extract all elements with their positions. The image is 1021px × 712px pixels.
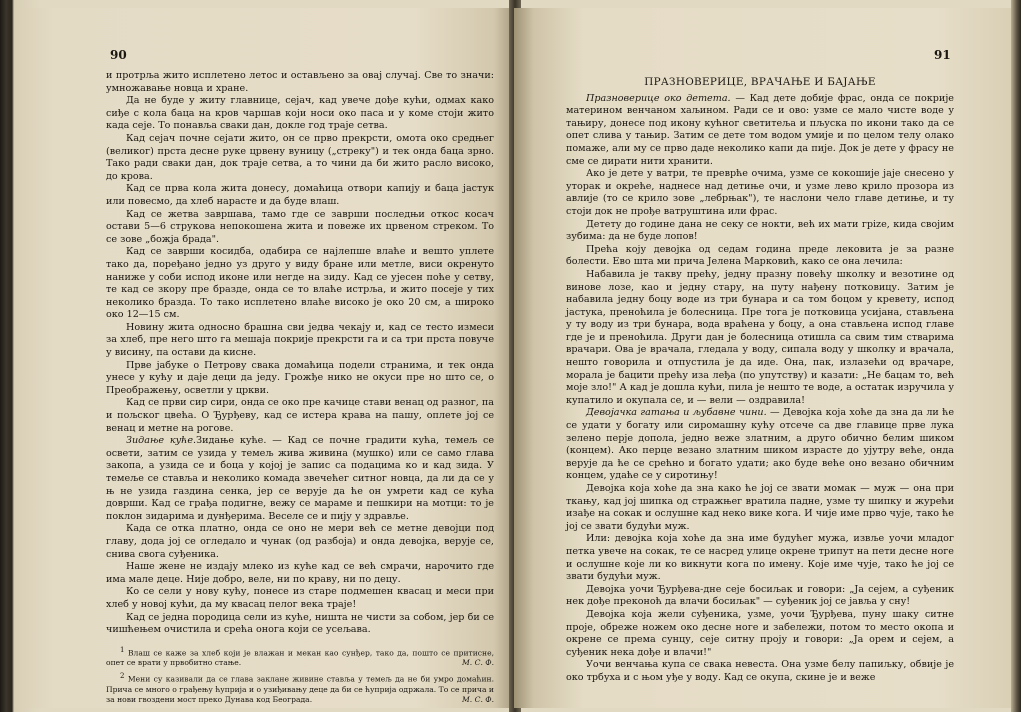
paragraph: Кад се прва кола жита донесу, домаћица отвори капију и баца јастук или повесмо, да хлеб нарасте и да буде влаш.	[106, 183, 494, 207]
paragraph-text: — Кад дете добије фрас, онда се покрије материном венчаном хаљином. Ради се и ово: узме се мало чисте воде у тањиру, донесе под икону кућног светитеља и пљуска по икони тако да се опет слива у тањир. Затим се дете том водом умије и по целом телу олако помаже, али му се прво даде неколико капи да пије. Док је дете у фрасу не сме се дирати нити хранити.	[566, 92, 954, 167]
page-number-right: 91	[934, 48, 951, 62]
footnote-mark: 2	[120, 672, 125, 681]
paragraph: Набавила је такву прећу, једну празну повећу школку и везотине од виновe лозе, као и једну стару, на путу нађену потковицу. Затим је набавила једну боцу воде из три бунара и са том боцом у кревету, испод јастука, преноћила је болесница. Пре тога је потковица усијана, стављена у ту воду из три бунара, вода враћена у боцу, а она стављена испод главе где је и преноћила. Други дан је болесница отишла са свим тим стварима врачари. Ова је врачала, гледала у воду, сипала воду у школку и врачала, нешто говорила и отпустила је да иде. Она, пак, излазећи од врачаре, морала је бацити прећу иза леђа (по упутству) и казати: „Не бацам то, већ моје зло!" А кад је дошла кући, пила је нешто те воде, а остатак изручила у купатило и окупала се, и — вели — оздравила!	[566, 268, 954, 406]
footnote-2	[106, 671, 494, 705]
chapter-heading: ПРАЗНОВЕРИЦЕ, ВРАЧАЊЕ И БАЈАЊЕ	[644, 76, 876, 88]
paragraph-text: Зидање куће. — Кад се почне градити кућа, темељ се освети, затим се узида у темељ жива живина (мушко) или се само глава закопа, а узида се и боца у којој је запис са подацима ко и кад зида. У темеље се ставља и неколико комада звечећег ситног новца, да ли да се у њ не узида газдина сенка, јер се верује да ће он умрети кад се кућа доврши. Кад се грађа подигне, вежу се мараме и пешкири на мотци: то је поклон зидарима и дунђерима. Веселе се и пију у здравље.	[106, 435, 495, 522]
section-label-dete: Празноверице око детета.	[586, 92, 731, 104]
paragraph: Када се отка платно, онда се оно не мери већ се метне девојци под главу, дода јој се огледало и чунак (од разбоја) и онда девојка, верује се, снива свога суђеника.	[106, 523, 494, 560]
paragraph: Детету до године дана не секу се нокти, већ их мати грize, кида својим зубима: да не буде лопов!	[566, 218, 954, 243]
book-edge	[1011, 0, 1021, 712]
paragraph-zidanje	[106, 435, 494, 523]
section-label-gatanja: Девојачка гатања и љубавне чини.	[586, 407, 767, 419]
paragraph: Кад се једна породица сели из куће, ништа не чисти за собом, јер би се чишћењем очистила и срећа онога који се усељава.	[106, 611, 494, 636]
paragraph: Прећа коју девојка од седам година преде лековита је за разне болести. Ево шта ми прича Јелена Марковић, како се она лечила:	[566, 243, 954, 268]
paragraph: и протрља жито исплетено летос и остављено за овај случај. Све то значи: умножавање новца и хране.	[106, 70, 494, 94]
paragraph: Ко се сели у нову кућу, понесе из старе подмешен квасац и меси при хлеб у новој кући, да му квасац пелог века траје!	[106, 586, 494, 610]
paragraph: Девојка која жели суђеника, узме, уочи Ђурђева, пуну шаку ситне проје, обреже ножем око десне ноге и забележи, потом то место окопа и окрене се према сунцу, сеје ситну проју и говори: „Ја орем и сејем, а суђеник нека дође и влачи!"	[566, 608, 954, 658]
paragraph: Кад сејач почне сејати жито, он се прво прекрсти, омота око средњег (великог) прста десне руке црвену вуницу („стреку") и тек онда баца зрно. Тако ради сваки дан, док траје сетва, а то чини да би жито расло високо, до крова.	[106, 132, 494, 182]
paragraph: Кад се жетва завршава, тамо где се заврши последњи откос косач остави 5—6 струкова непокошена жита и повеже их црвеном стреком. То се зове „божја брада".	[106, 208, 494, 245]
footnote-signature: М. С. Ф.	[462, 658, 494, 668]
right-page	[514, 8, 1011, 708]
paragraph: Или: девојка која хоће да зна име будућег мужа, извље уочи младог петка увече на сокак, те се насред улице окрене трипут на пети десне ноге и ослушне које ли ко викнути кога по имену. Које име чује, тако ће јој се звати будући муж.	[566, 533, 954, 583]
left-page-text	[106, 70, 494, 708]
paragraph: Новину жита односно брашна сви једва чекају и, кад се тесто измеси за хлеб, пре него што га мешаја покрије прекрсти га и са три прста повуче у висину, па остави да кисне.	[106, 321, 494, 359]
paragraph-gatanja	[566, 407, 954, 483]
paragraph: Уочи венчања купа се свака невеста. Она узме белу папиљку, обвије је око трбуха и с њом уђе у воду. Кад се окупа, скине је и веже	[566, 659, 954, 683]
section-label-zidanje: Зидање куће.	[126, 435, 197, 447]
footnotes	[106, 645, 494, 705]
paragraph: Наше жене не издају млеко из куће кад се већ смрачи, нарочито где има мале деце. Није добро, веле, ни по краву, ни по децу.	[106, 561, 494, 585]
footnote-signature: М. С. Ф.	[462, 694, 494, 704]
paragraph: Да не буде у житу главнице, сејач, кад увече дође кући, одмах како сиђе с кола баца на кров чаршав који носи око паса и у коме стоји жито када сеје. То понавља сваки дан, докле год траје сетва.	[106, 95, 494, 132]
paragraph: Кад се први сир сири, онда се око пре качице стави венац од разног, па и пољског цвећа. О Ђурђеву, кад се истера крава на пашу, оплете јој се венац и метне на рогове.	[106, 397, 494, 434]
page-number-left: 90	[110, 48, 127, 62]
paragraph-text: — Девојка која хоће да зна да ли ће се удати у богату или сиромашну кућу отсече са две главице прве лука зелено перје допола, једно веже златним, а друго обично белим шиком (концем). Ако перце везано златним шиком израсте до ујутру веће, онда верује да ће се срећно и богато удати; ако буде веће оно везано обичним концем, удаће се у сиротињу!	[566, 407, 955, 482]
footnote-mark: 1	[120, 645, 125, 654]
footnote-text: Мени су казивали да се глава заклане живине ставља у темељ да не би умро домаћин. Прича се много о грађењу ћуприја и о узиђивању деце да би се ћуприја одржала. То се прича и за нови гвоздени мост преко Дунава код Београда.	[106, 674, 494, 704]
left-page	[14, 8, 514, 708]
paragraph: Прве јабуке о Петрову свака домаћица подели странима, и тек онда унесе у кућу и даје деци да једу. Грожђе нико не окуси пре но што се, о Преображењу, осветли у цркви.	[106, 359, 494, 396]
footnote-text: Влаш се каже за хлеб који је влажан и мекан као сунђер, тако да, пошто се притисне, опет се врати у првобитно стање.	[106, 648, 494, 668]
paragraph-fras	[566, 93, 954, 169]
footnote-1	[106, 645, 494, 669]
paragraph: Девојка уочи Ђурђева-дне сеје босиљак и говори: „Ја сејем, а суђеник нек дође преконоћ да влачи босиљак" — суђеник јој се јавља у сну!	[566, 583, 954, 608]
paragraph: Кад се заврши косидба, одабира се најлепше влаће и вешто уплете тако да, поређано једно уз друго у виду бране или метле, виси окренуто наниже у соби испод иконе или негде на зиду. Кад се ујесен поће у сетву, те кад се зкору пре бразде, онда се то влаће истрља, и жито посеје у тих неколико бразда. То тако исплетено влаће високо је око 20 см, а широко око 12—15 см.	[106, 246, 494, 321]
paragraph: Девојка која хоће да зна како ће јој се звати момак — муж — она при ткању, кад јој шипка од стражњег вратила падне, узме ту шипку и журећи изађе на сокак и ослушне кад неко вике кога. И чије име прво чује, тако ће јој се звати будући муж.	[566, 483, 954, 532]
right-page-text	[566, 68, 954, 685]
paragraph: Ако је дете у ватри, те преврће очима, узме се кокошије јаје снесено у уторак и окреће, наднесе над детиње очи, и узме лево крило прозора из авлије (то се крило зове „лебрњак"), те наслони чело главе детиње, и ту стоји док не прође ватруштина или фрас.	[566, 168, 954, 217]
